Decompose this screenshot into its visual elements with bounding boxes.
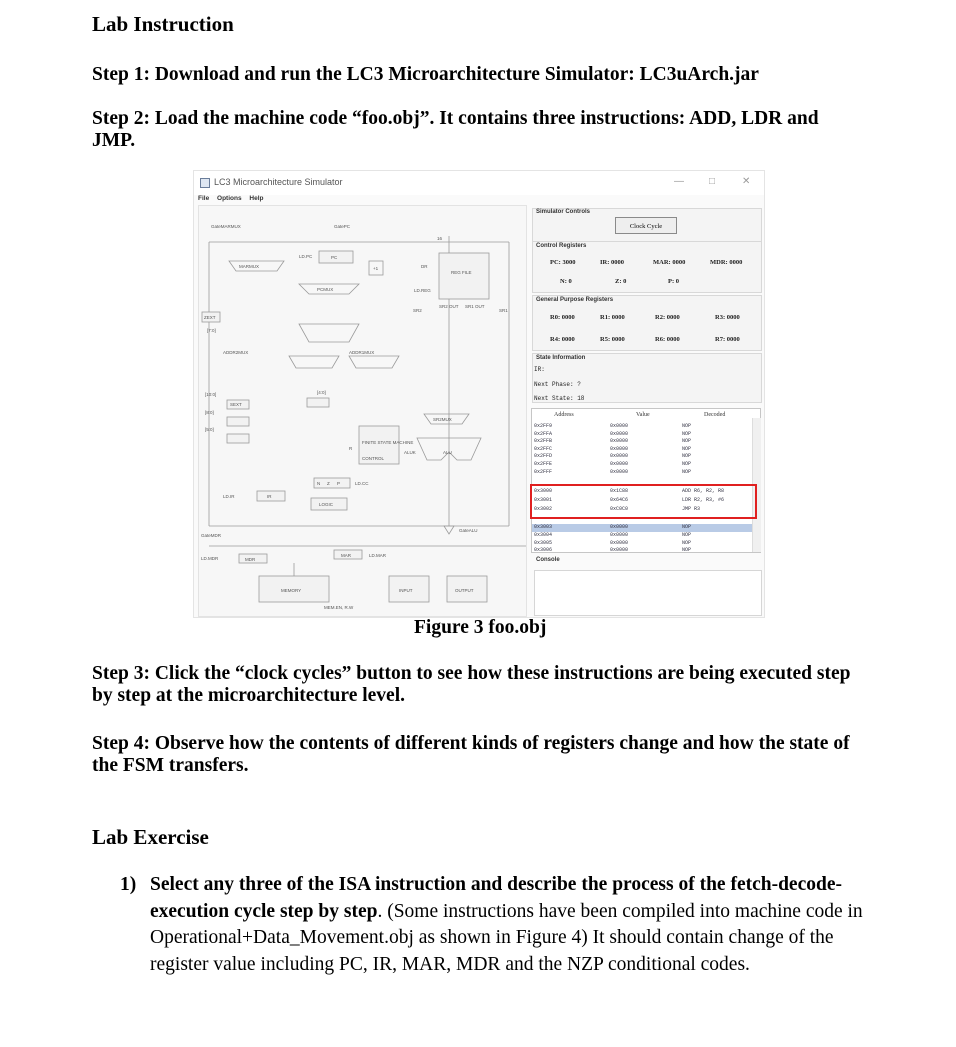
menu-bar <box>198 195 269 202</box>
table-row[interactable]: 0x3002 0xC0C0 JMP R3 <box>534 506 701 512</box>
table-row[interactable]: 0x3005 0x0000 NOP <box>534 539 692 546</box>
lbl-sr1out: SR1 OUT <box>465 304 485 309</box>
console-label: Console <box>536 557 560 563</box>
lbl-16: 16 <box>437 236 443 241</box>
console-output[interactable] <box>534 570 762 616</box>
lbl-gatepc: GatePC <box>334 224 351 229</box>
reg-z: Z: 0 <box>615 278 627 285</box>
minimize-icon[interactable]: — <box>674 176 684 187</box>
table-row[interactable]: 0x2FFD 0x0000 NOP <box>534 453 692 460</box>
lbl-mar: MAR <box>341 553 351 558</box>
exercise-item <box>120 872 880 978</box>
step-4-line-1: Step 4: Observe how the contents of different kinds of registers change and how the state of <box>92 733 850 754</box>
datapath-diagram <box>198 205 527 617</box>
table-row[interactable]: 0x2FFB 0x0000 NOP <box>534 438 692 445</box>
lbl-pc: PC <box>331 255 338 260</box>
step-2-line-2: JMP. <box>92 130 136 151</box>
lbl-p: P <box>337 481 341 486</box>
lbl-zext: ZEXT <box>204 315 216 320</box>
control-registers-label: Control Registers <box>536 243 587 249</box>
lbl-alu: ALU <box>443 450 452 455</box>
exercise-number: 1) <box>120 874 137 895</box>
reg-r6: R6: 0000 <box>655 336 680 343</box>
lbl-regfile: REG FILE <box>451 270 472 275</box>
lbl-mdr: MDR <box>245 557 256 562</box>
step-3-line-1: Step 3: Click the “clock cycles” button to see how these instructions are being executed step <box>92 663 851 684</box>
step-2-line-1: Step 2: Load the machine code “foo.obj”. It contains three instructions: ADD, LDR and <box>92 108 819 129</box>
lbl-gatemdr: GateMDR <box>201 533 222 538</box>
lbl-5-0: [5:0] <box>205 427 214 432</box>
lbl-ldcc: LD.CC <box>355 481 369 486</box>
lbl-control: CONTROL <box>362 456 385 461</box>
step-3-line-2: by step at the microarchitecture level. <box>92 685 405 706</box>
table-row[interactable]: 0x3006 0x0000 NOP <box>534 547 692 554</box>
lbl-addr2mux: ADDR2MUX <box>223 350 249 355</box>
lbl-ldir: LD.IR <box>223 494 235 499</box>
lbl-pcmux: PCMUX <box>317 287 334 292</box>
state-ir: IR: <box>534 366 545 373</box>
table-row-selected[interactable]: 0x3003 0x0000 NOP <box>532 524 753 532</box>
table-row[interactable]: 0x2FFE 0x0000 NOP <box>534 461 692 467</box>
lbl-plus1: +1 <box>373 266 379 271</box>
col-address: Address <box>554 412 574 418</box>
highlight-box <box>530 484 757 519</box>
table-row[interactable]: 0x3001 0x64C6 LDR R2, R3, #6 <box>534 497 725 503</box>
lbl-sr2mux: SR2MUX <box>433 417 452 422</box>
table-row[interactable]: 0x2FF9 0x0000 NOP <box>534 423 692 429</box>
reg-mar: MAR: 0000 <box>653 259 686 266</box>
lbl-ldmar: LD.MAR <box>369 553 387 558</box>
lbl-8-0: [8:0] <box>205 410 214 415</box>
reg-n: N: 0 <box>560 278 572 285</box>
lbl-addr1mux: ADDR1MUX <box>349 350 375 355</box>
menu-help[interactable]: Help <box>249 195 264 202</box>
lbl-ldmdr: LD.MDR <box>201 556 219 561</box>
reg-r2: R2: 0000 <box>655 314 680 321</box>
lbl-10-0: [10:0] <box>205 392 217 397</box>
lbl-gatealu: GateALU <box>459 528 478 533</box>
exercise-title: Lab Exercise <box>92 825 209 849</box>
reg-p: P: 0 <box>668 278 680 285</box>
lbl-fsm: FINITE STATE MACHINE <box>362 440 414 445</box>
table-row[interactable]: 0x2FFA 0x0000 NOP <box>534 430 692 437</box>
col-value: Value <box>636 412 650 418</box>
exercise-rest-text: (Some instructions have been compiled into machine code in Operational+Data_Movement.obj as shown in Figure 4) It should contain change of the register value including PC, IR, MAR, MDR and the NZP conditional codes. <box>150 900 863 975</box>
lbl-dr: DR <box>421 264 428 269</box>
reg-r7: R7: 0000 <box>715 336 740 343</box>
lbl-sr2out: SR2 OUT <box>439 304 459 309</box>
state-info-label: State Information <box>536 355 586 361</box>
window-titlebar <box>194 171 764 195</box>
state-next-state: Next State: 18 <box>534 395 585 402</box>
app-icon <box>200 178 210 188</box>
page-title: Lab Instruction <box>92 12 234 36</box>
lbl-ldreg: LD.REG <box>414 288 431 293</box>
lbl-output: OUTPUT <box>455 588 474 593</box>
state-next-phase: Next Phase: ? <box>534 381 581 388</box>
figure-caption: Figure 3 foo.obj <box>414 617 547 638</box>
lbl-marmux: MARMUX <box>239 264 259 269</box>
lbl-ir: IR <box>267 494 272 499</box>
lbl-gatemarmux: GateMARMUX <box>211 224 241 229</box>
lbl-memen: MEM.EN, R.W <box>324 605 354 610</box>
exercise-bold-text: Select any three of the ISA instruction and describe the process of the fetch-decode-execution cycle step by step <box>150 874 842 922</box>
memory-table[interactable] <box>531 408 761 553</box>
table-row[interactable]: 0x3004 0x0000 NOP <box>534 532 692 538</box>
reg-mdr: MDR: 0000 <box>710 259 743 266</box>
reg-pc: PC: 3000 <box>550 259 576 266</box>
maximize-icon[interactable]: □ <box>709 176 716 187</box>
reg-r5: R5: 0000 <box>600 336 625 343</box>
reg-r1: R1: 0000 <box>600 314 625 321</box>
lbl-input: INPUT <box>399 588 413 593</box>
reg-r0: R0: 0000 <box>550 314 575 321</box>
lbl-r: R <box>349 446 353 451</box>
reg-ir: IR: 0000 <box>600 259 625 266</box>
reg-r4: R4: 0000 <box>550 336 575 343</box>
menu-file[interactable]: File <box>198 195 210 202</box>
table-row[interactable]: 0x2FFF 0x0000 NOP <box>534 468 692 475</box>
lbl-4-0: [4:0] <box>317 390 326 395</box>
lbl-sr1: SR1 <box>499 308 508 313</box>
col-decoded: Decoded <box>704 412 726 418</box>
gpr-label: General Purpose Registers <box>536 297 614 303</box>
lbl-sr2: SR2 <box>413 308 422 313</box>
lbl-ldpc: LD.PC <box>299 254 313 259</box>
step-4-line-2: the FSM transfers. <box>92 755 249 776</box>
table-row[interactable]: 0x2FFC 0x0000 NOP <box>534 445 692 452</box>
exercise-period: . <box>377 900 383 922</box>
lbl-aluk: ALUK <box>404 450 416 455</box>
table-row[interactable]: 0x3000 0x1C88 ADD R6, R2, R8 <box>534 488 725 494</box>
reg-r3: R3: 0000 <box>715 314 740 321</box>
lbl-memory: MEMORY <box>281 588 302 593</box>
lbl-logic: LOGIC <box>319 502 334 507</box>
menu-options[interactable]: Options <box>217 195 242 202</box>
step-1: Step 1: Download and run the LC3 Microarchitecture Simulator: LC3uArch.jar <box>92 64 759 85</box>
close-icon[interactable]: ✕ <box>742 176 751 187</box>
window-title: LC3 Microarchitecture Simulator <box>214 177 343 187</box>
lbl-n: N <box>317 481 321 486</box>
lbl-7-0: [7:0] <box>207 328 216 333</box>
simulator-controls-label: Simulator Controls <box>536 209 591 215</box>
clock-cycle-button[interactable]: Clock Cycle <box>615 217 677 234</box>
lbl-sext-1: SEXT <box>230 402 242 407</box>
lbl-z: Z <box>327 481 330 486</box>
